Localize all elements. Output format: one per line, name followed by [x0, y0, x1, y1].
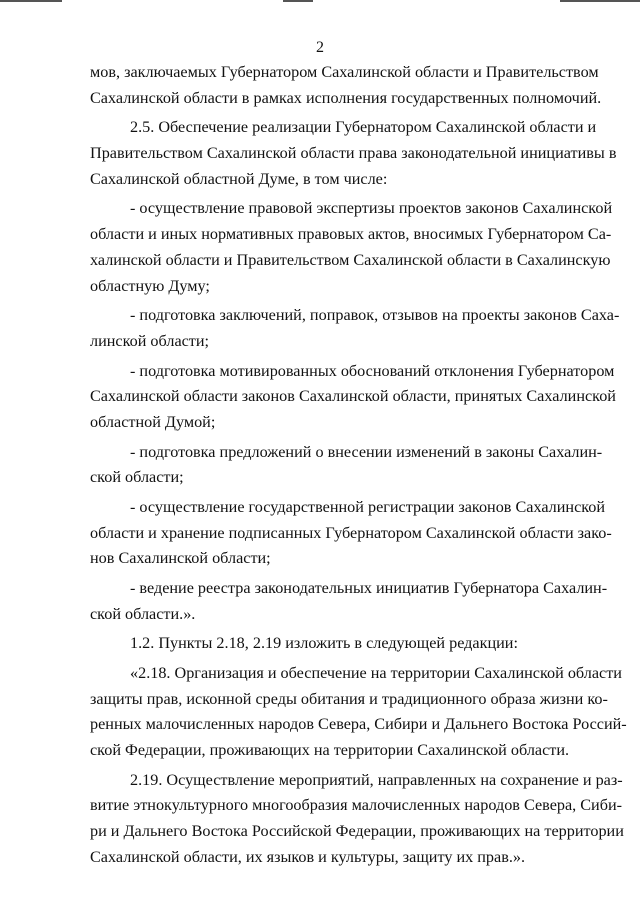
text-line: ской Федерации, проживающих на территории Сахалинской области.	[90, 741, 570, 760]
paragraph	[90, 768, 624, 871]
text-line: 2.19. Осуществление мероприятий, направленных на сохранение и раз-	[130, 770, 623, 789]
paragraph	[90, 440, 603, 492]
text-line: 1.2. Пункты 2.18, 2.19 изложить в следующей редакции:	[130, 634, 518, 653]
text-line: области и хранение подписанных Губернатором Сахалинской области зако-	[90, 523, 612, 542]
paragraph	[90, 196, 613, 299]
text-line: Сахалинской области законов Сахалинской области, принятых Сахалинской	[90, 387, 616, 406]
text-line: - подготовка предложений о внесении изменений в законы Сахалин-	[130, 442, 603, 461]
paragraph	[90, 495, 612, 572]
paragraph	[90, 60, 602, 112]
paragraph	[90, 303, 620, 355]
text-line: 2.5. Обеспечение реализации Губернатором Сахалинской области и	[130, 118, 597, 137]
text-line: ри и Дальнего Востока Российской Федерации, проживающих на территории	[90, 822, 624, 841]
text-line: - осуществление правовой экспертизы проектов законов Сахалинской	[130, 199, 613, 218]
text-line: - подготовка заключений, поправок, отзывов на проекты законов Саха-	[130, 306, 620, 325]
document-body	[90, 60, 627, 874]
text-line: - ведение реестра законодательных инициатив Губернатора Сахалин-	[130, 578, 608, 597]
text-line: нов Сахалинской области;	[90, 549, 271, 568]
text-line: Сахалинской области, их языков и культуры, защиту их прав.».	[90, 847, 526, 866]
top-edge-mark-center	[283, 0, 313, 2]
top-edge-mark-left	[0, 0, 62, 2]
text-line: - осуществление государственной регистрации законов Сахалинской	[130, 497, 606, 516]
text-line: Сахалинской областной Думе, в том числе:	[90, 169, 388, 188]
text-line: «2.18. Организация и обеспечение на территории Сахалинской области	[130, 663, 622, 682]
text-line: области и иных нормативных правовых актов, вносимых Губернатором Са-	[90, 225, 612, 244]
top-edge-mark-right	[560, 0, 640, 2]
text-line: линской области;	[90, 332, 210, 351]
paragraph	[90, 661, 627, 764]
text-line: областной Думой;	[90, 413, 216, 432]
text-line: защиты прав, исконной среды обитания и традиционного образа жизни ко-	[90, 689, 608, 708]
text-line: ренных малочисленных народов Севера, Сибири и Дальнего Востока Россий-	[90, 715, 627, 734]
text-line: Правительством Сахалинской области права законодательной инициативы в	[90, 144, 617, 163]
paragraph	[90, 115, 617, 192]
paragraph	[90, 576, 608, 628]
text-line: витие этнокультурного многообразия малочисленных народов Севера, Сиби-	[90, 796, 623, 815]
text-line: халинской области и Правительством Сахалинской области в Сахалинскую	[90, 250, 611, 269]
text-line: мов, заключаемых Губернатором Сахалинской области и Правительством	[90, 63, 599, 81]
text-line: ской области.».	[90, 604, 196, 623]
text-line: ской области;	[90, 468, 184, 487]
page-number: 2	[316, 39, 324, 56]
paragraph	[90, 359, 616, 436]
text-line: - подготовка мотивированных обоснований отклонения Губернатором	[130, 361, 615, 380]
text-line: Сахалинской области в рамках исполнения государственных полномочий.	[90, 88, 602, 107]
paragraph	[90, 631, 595, 657]
text-line: областную Думу;	[90, 276, 210, 295]
